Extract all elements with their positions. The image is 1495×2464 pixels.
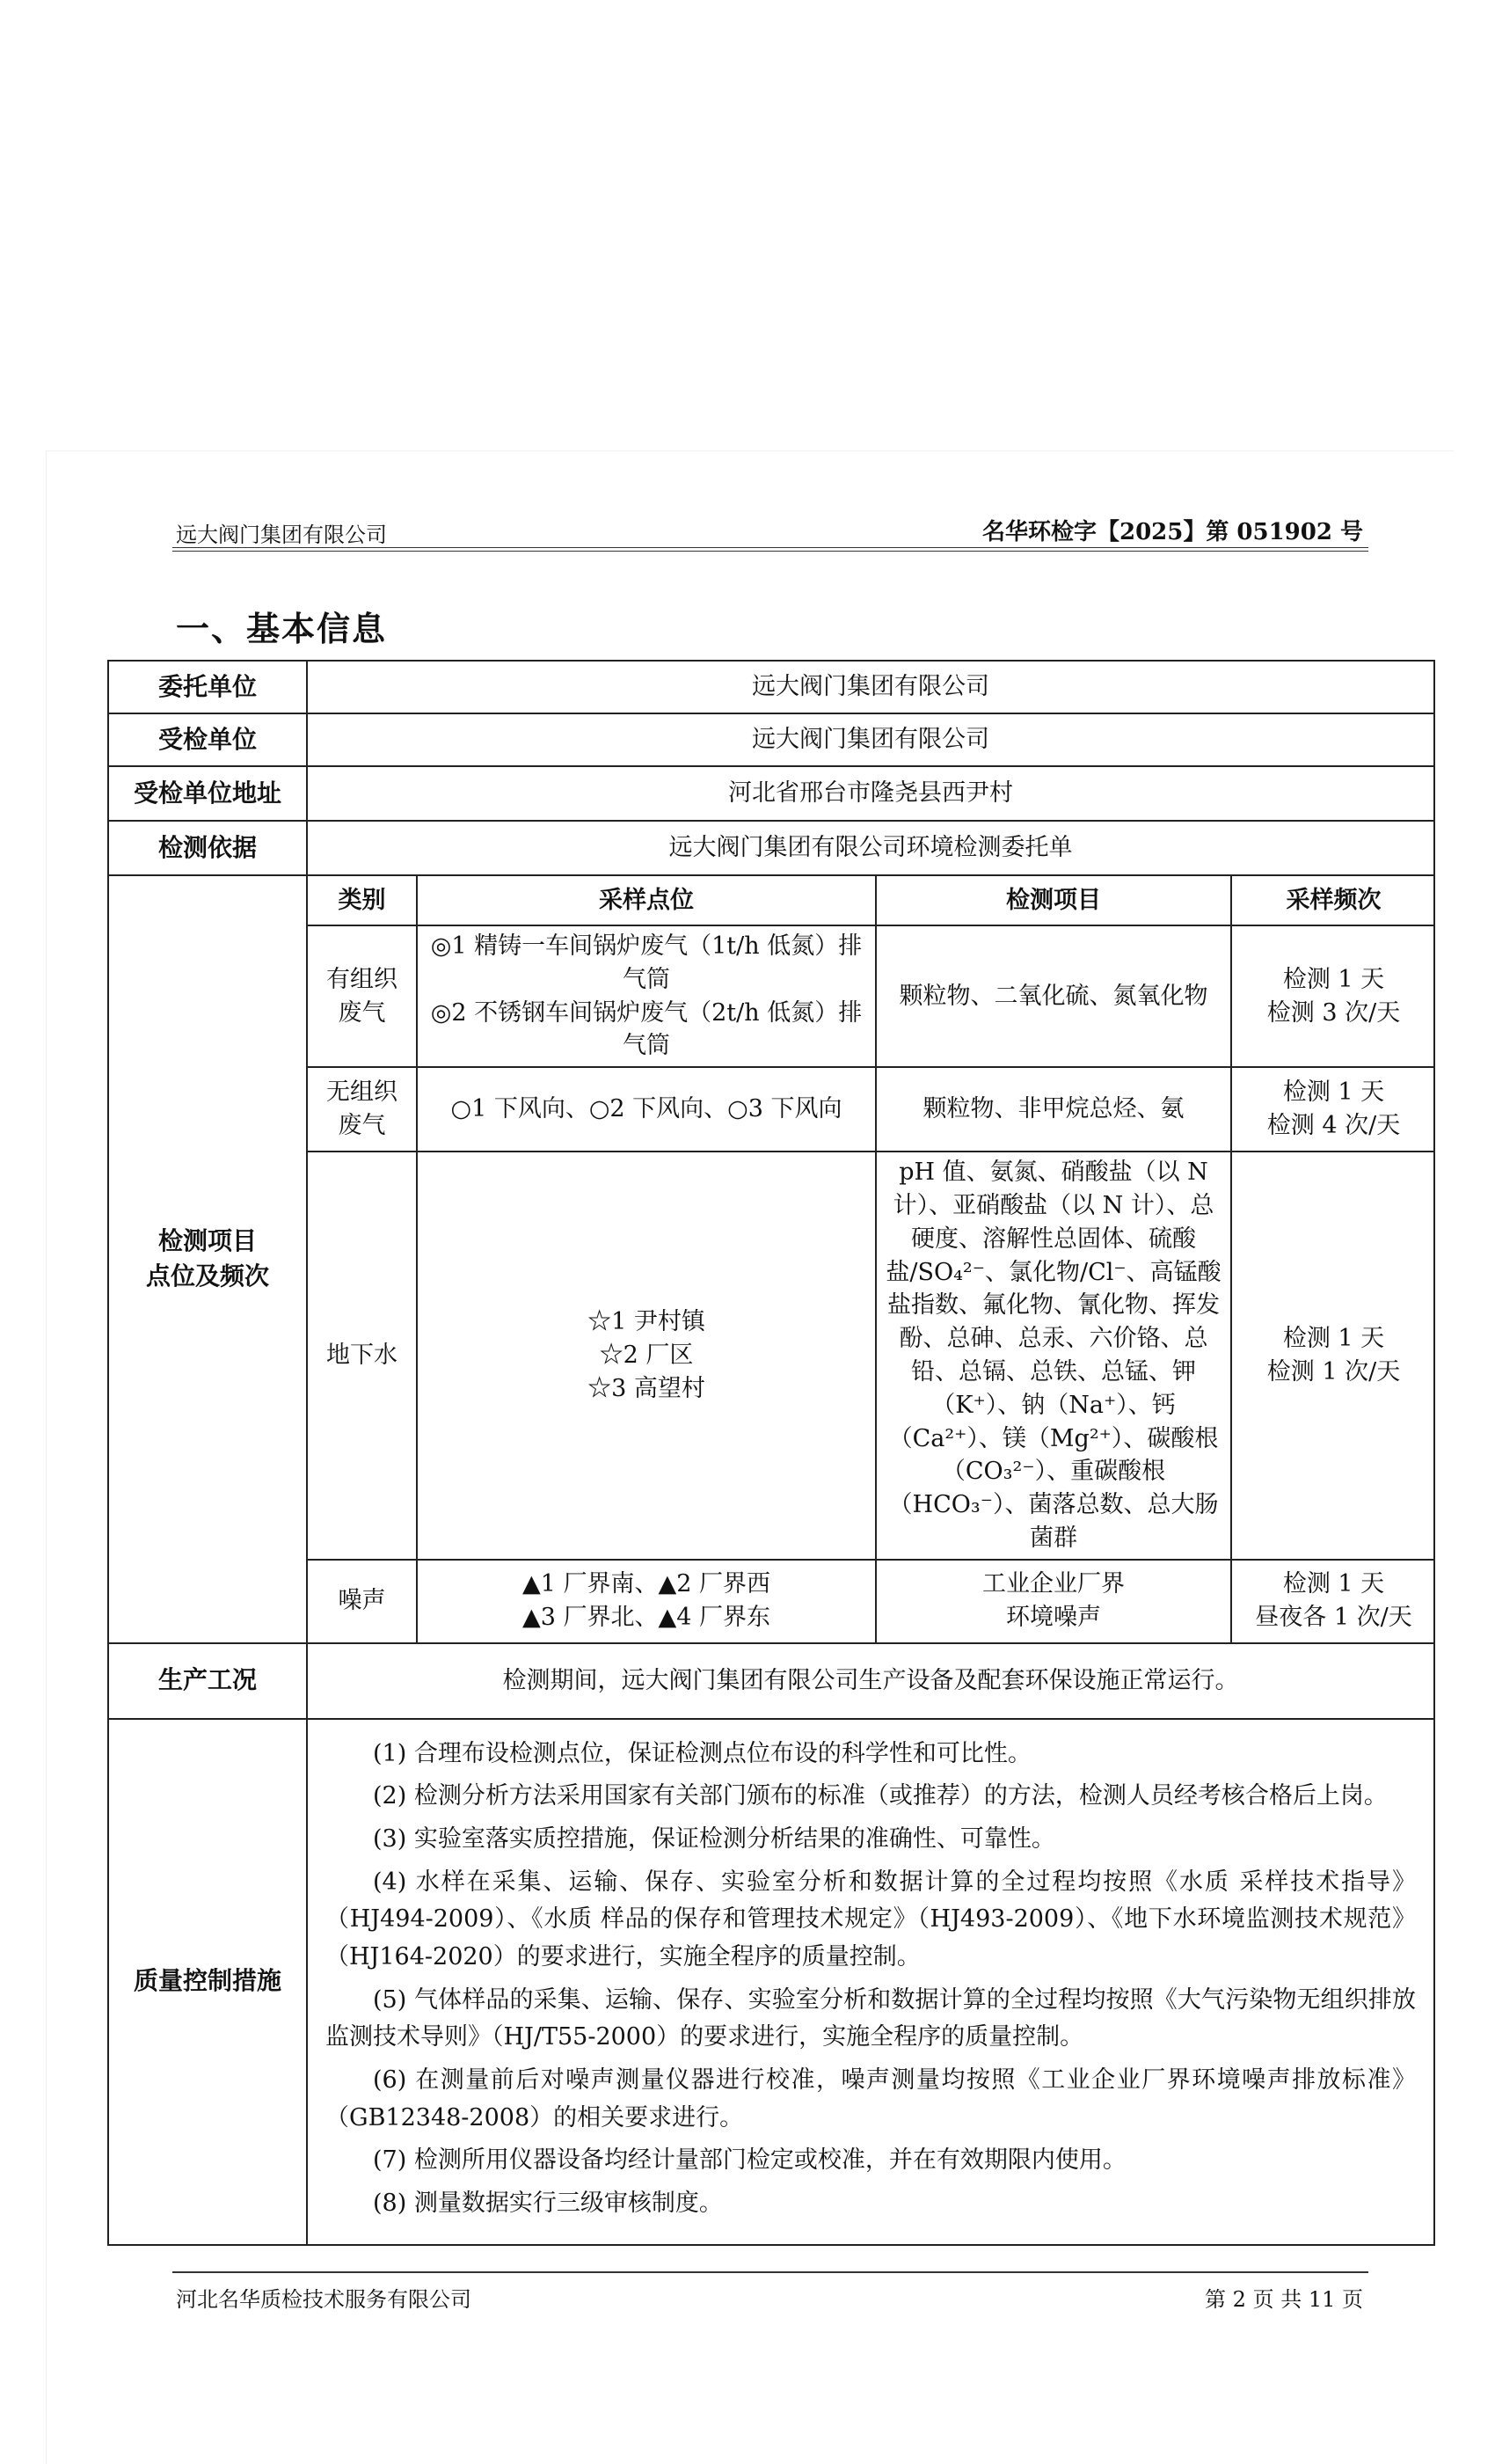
items-cell: 颗粒物、非甲烷总烃、氨 [876, 1067, 1231, 1152]
quality-item: (3) 实验室落实质控措施，保证检测分析结果的准确性、可靠性。 [373, 1825, 1055, 1853]
frequency-cell [1231, 1560, 1435, 1642]
frequency-line: 昼夜各 1 次/天 [1255, 1604, 1412, 1632]
table-row-production [108, 1643, 1434, 1719]
quality-item: (7) 检测所用仪器设备均经计量部门检定或校准，并在有效期限内使用。 [373, 2146, 1127, 2175]
items-row-groundwater [308, 1152, 1435, 1560]
frequency-cell [1231, 1152, 1435, 1560]
footer-rule [172, 2271, 1368, 2273]
point-line: ▲3 厂界北、▲4 厂界东 [521, 1604, 771, 1632]
point-cell [417, 1152, 876, 1560]
header-report-number: 名华环检字【2025】第 051902 号 [981, 519, 1363, 545]
production-label: 生产工况 [108, 1643, 307, 1719]
inspected-label: 受检单位 [108, 713, 307, 766]
footer-page-number: 第 2 页 共 11 页 [1205, 2287, 1363, 2312]
items-label [108, 875, 307, 1643]
items-row-organized-gas [308, 925, 1435, 1067]
frequency-cell [1231, 925, 1435, 1067]
category-cell: 有组织废气 [308, 925, 417, 1067]
point-line: ☆2 厂区 [599, 1342, 694, 1370]
point-cell [417, 1560, 876, 1642]
point-line: ☆1 尹村镇 [587, 1308, 705, 1336]
quality-item: (2) 检测分析方法采用国家有关部门颁布的标准（或推荐）的方法，检测人员经考核合格后上岗。 [373, 1782, 1388, 1810]
items-line: 环境噪声 [1006, 1604, 1101, 1632]
col-header-frequency: 采样频次 [1231, 876, 1435, 925]
basis-label: 检测依据 [108, 821, 307, 875]
items-cell: pH 值、氨氮、硝酸盐（以 N 计）、亚硝酸盐（以 N 计）、总硬度、溶解性总固体、硫酸盐/SO₄²⁻、氯化物/Cl⁻、高锰酸盐指数、氟化物、氰化物、挥发酚、总砷、总汞、六价铬、总铅、总镉、总铁、总锰、钾（K⁺）、钠（Na⁺）、钙（Ca²⁺）、镁（Mg²⁺）、碳酸根（CO₃²⁻）、重碳酸根（HCO₃⁻）、菌落总数、总大肠菌群 [876, 1152, 1231, 1560]
basic-info-table [107, 660, 1435, 2246]
point-line: ☆3 高望村 [587, 1374, 705, 1402]
section-title: 一、基本信息 [176, 609, 388, 648]
items-row-noise [308, 1560, 1435, 1642]
table-row-address [108, 766, 1434, 821]
table-row-items [108, 875, 1434, 1643]
category-cell: 无组织废气 [308, 1067, 417, 1152]
quality-item: (5) 气体样品的采集、运输、保存、实验室分析和数据计算的全过程均按照《大气污染物无组织排放监测技术导则》（HJ/T55-2000）的要求进行，实施全程序的质量控制。 [325, 1985, 1416, 2051]
category-cell: 地下水 [308, 1152, 417, 1560]
category-cell: 噪声 [308, 1560, 417, 1642]
col-header-point: 采样点位 [417, 876, 876, 925]
quality-item: (6) 在测量前后对噪声测量仪器进行校准，噪声测量均按照《工业企业厂界环境噪声排放标准》（GB12348-2008）的相关要求进行。 [325, 2066, 1416, 2131]
quality-item: (4) 水样在采集、运输、保存、实验室分析和数据计算的全过程均按照《水质 采样技术指导》（HJ494-2009）、《水质 样品的保存和管理技术规定》（HJ493-2009）、《地下水环境监测技术规范》（HJ164-2020）的要求进行，实施全程序的质量控制。 [325, 1868, 1416, 1971]
items-cell: 颗粒物、二氧化硫、氮氧化物 [876, 925, 1231, 1067]
client-label: 委托单位 [108, 661, 307, 713]
point-line: ◎1 精铸一车间锅炉废气（1t/h 低氮）排气筒 [430, 932, 863, 993]
address-label: 受检单位地址 [108, 766, 307, 821]
items-label-line1: 检测项目 [157, 1225, 257, 1255]
table-row-client [108, 661, 1434, 713]
header-company: 远大阀门集团有限公司 [176, 523, 387, 547]
table-row-basis [108, 821, 1434, 875]
frequency-line: 检测 1 次/天 [1266, 1357, 1401, 1386]
point-line: ○1 下风向、○2 下风向、○3 下风向 [450, 1095, 842, 1123]
address-value: 河北省邢台市隆尧县西尹村 [307, 766, 1434, 821]
inspected-value: 远大阀门集团有限公司 [307, 713, 1434, 766]
header-rule [172, 547, 1368, 552]
quality-item: (8) 测量数据实行三级审核制度。 [373, 2189, 723, 2217]
table-row-quality [108, 1719, 1434, 2245]
col-header-category: 类别 [308, 876, 417, 925]
frequency-line: 检测 3 次/天 [1266, 998, 1401, 1027]
frequency-cell [1231, 1067, 1435, 1152]
frequency-line: 检测 1 天 [1282, 1078, 1385, 1107]
table-row-inspected [108, 713, 1434, 766]
items-label-line2: 点位及频次 [145, 1261, 269, 1291]
items-subtable [308, 876, 1435, 1642]
point-line: ▲1 厂界南、▲2 厂界西 [521, 1570, 771, 1598]
quality-label: 质量控制措施 [108, 1719, 307, 2245]
frequency-line: 检测 1 天 [1282, 965, 1385, 993]
items-header-row [308, 876, 1435, 925]
col-header-items: 检测项目 [876, 876, 1231, 925]
production-value: 检测期间，远大阀门集团有限公司生产设备及配套环保设施正常运行。 [307, 1643, 1434, 1719]
items-row-unorganized-gas [308, 1067, 1435, 1152]
frequency-line: 检测 1 天 [1282, 1325, 1385, 1353]
basis-value: 远大阀门集团有限公司环境检测委托单 [307, 821, 1434, 875]
quality-item: (1) 合理布设检测点位，保证检测点位布设的科学性和可比性。 [373, 1739, 1032, 1767]
quality-measures [307, 1719, 1434, 2245]
frequency-line: 检测 1 天 [1282, 1570, 1385, 1598]
items-subtable-cell [307, 875, 1434, 1643]
frequency-line: 检测 4 次/天 [1266, 1112, 1401, 1140]
items-line: 工业企业厂界 [982, 1570, 1125, 1598]
client-value: 远大阀门集团有限公司 [307, 661, 1434, 713]
point-cell [417, 925, 876, 1067]
point-cell [417, 1067, 876, 1152]
footer-company: 河北名华质检技术服务有限公司 [176, 2287, 471, 2312]
point-line: ◎2 不锈钢车间锅炉废气（2t/h 低氮）排气筒 [430, 998, 863, 1060]
items-cell [876, 1560, 1231, 1642]
